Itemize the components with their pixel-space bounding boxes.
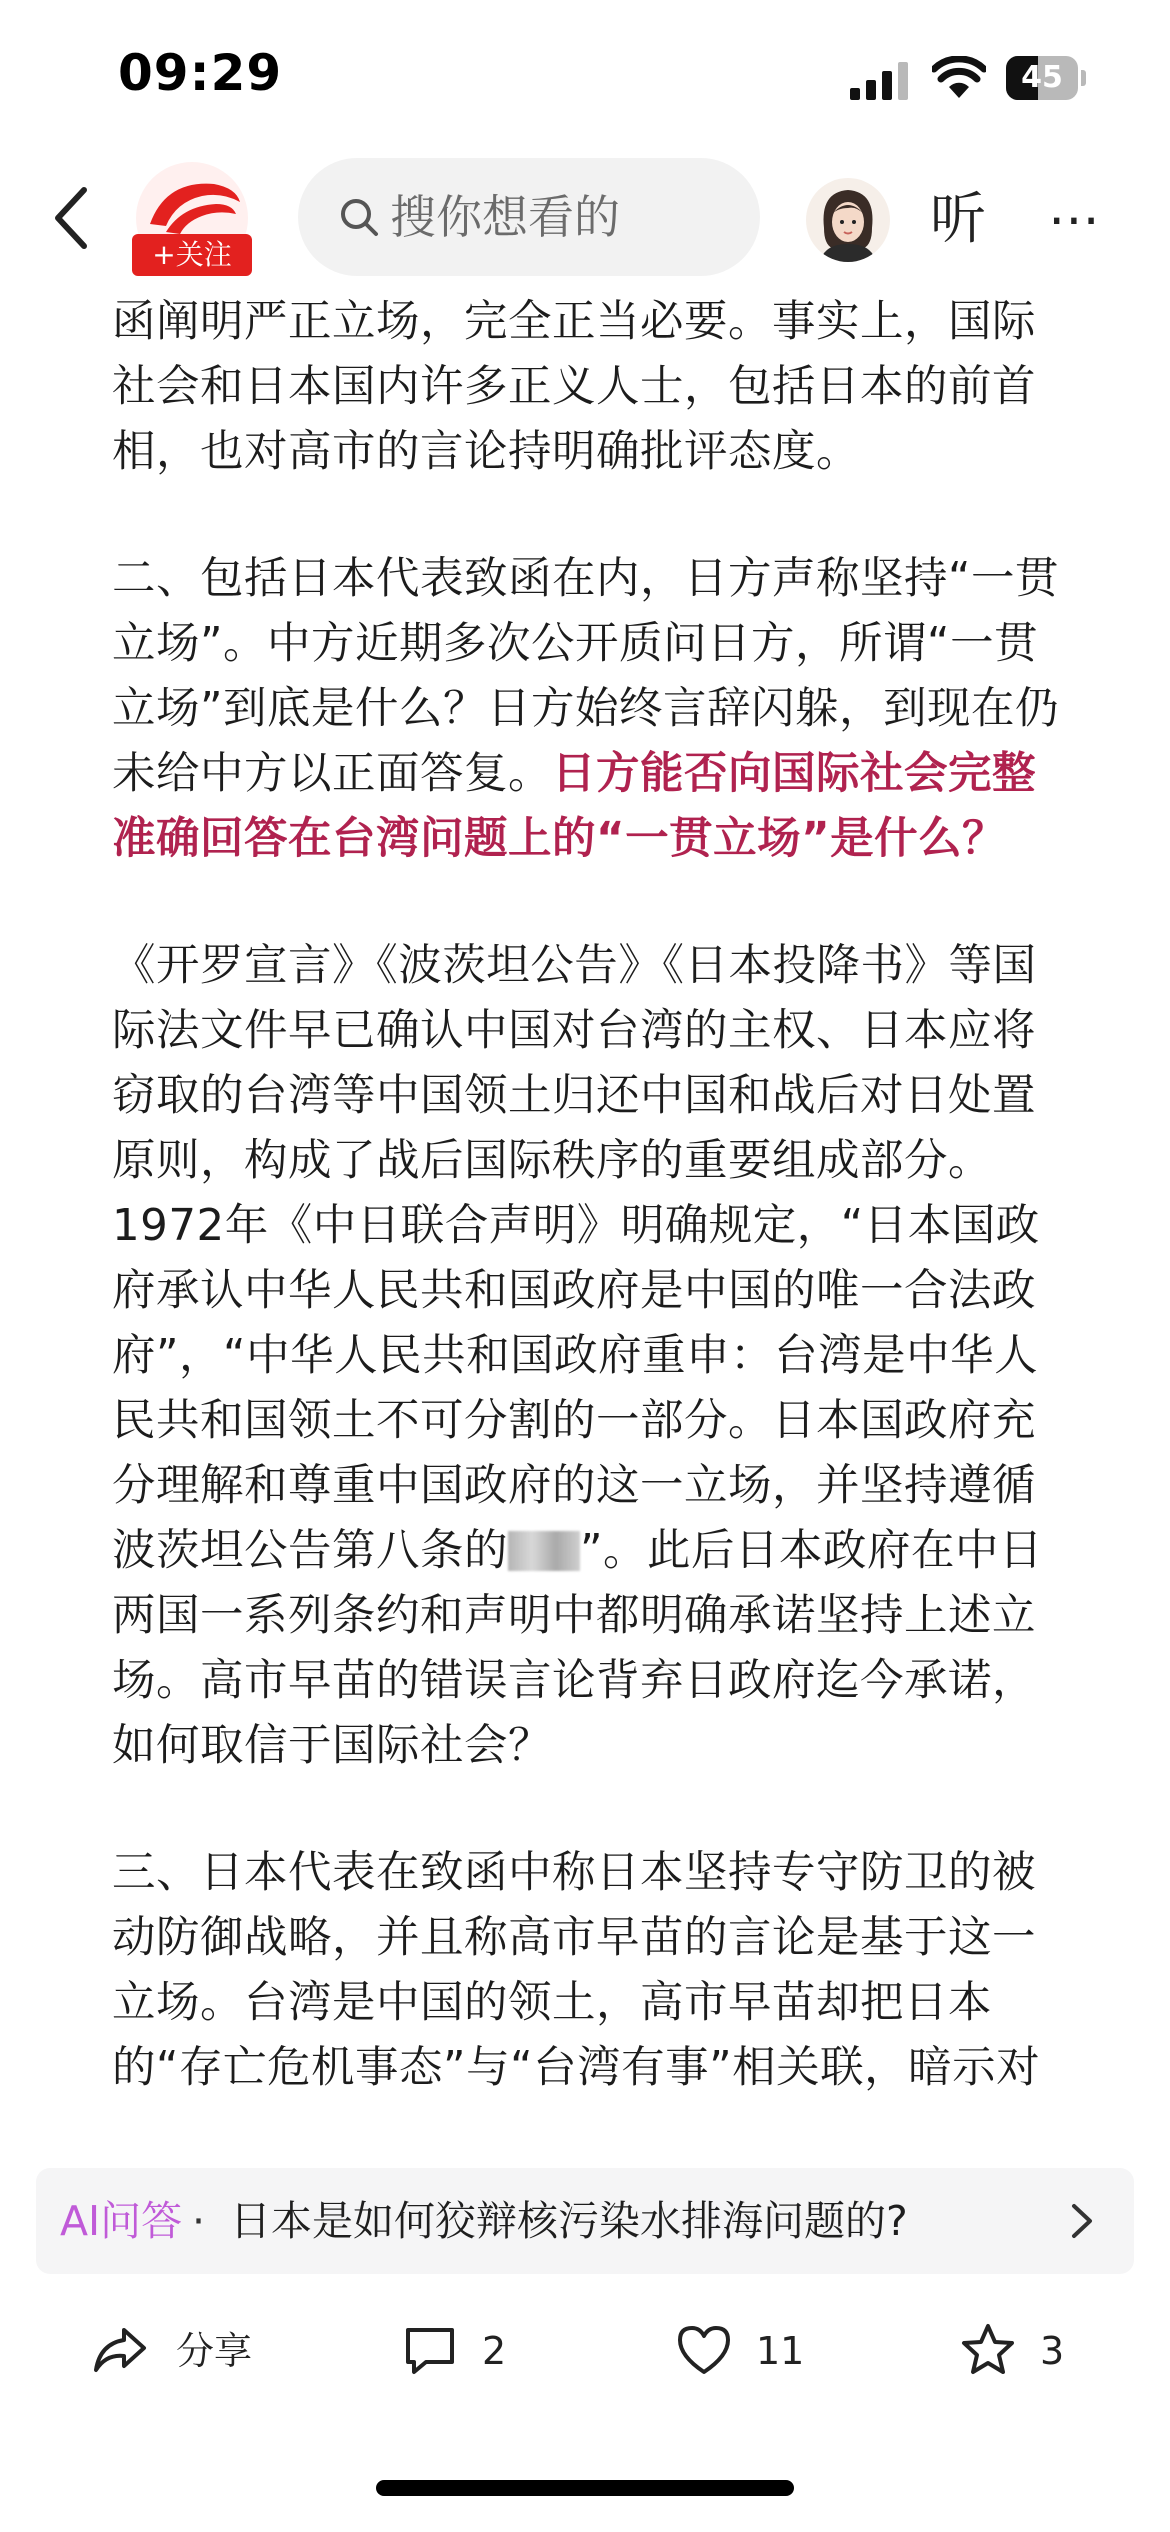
publisher-logo[interactable] — [130, 160, 254, 278]
heart-icon — [676, 2322, 732, 2378]
status-bar — [0, 0, 1170, 150]
article-paragraph-2 — [112, 547, 1068, 872]
cellular-signal-icon — [850, 62, 912, 100]
ai-qa-label: AI问答 — [60, 2197, 183, 2245]
obscured-text-blur — [508, 1531, 580, 1571]
paragraph-2-text: 二、包括日本代表致函在内，日方声称坚持“一贯立场”。中方近期多次公开质问日方，所谓“一贯立场”到底是什么？日方始终言辞闪躲，到现在仍未给中方以正面答复。 — [112, 554, 1060, 799]
follow-button[interactable]: +关注 — [132, 234, 252, 276]
content-cutoff — [0, 2100, 1170, 2150]
favorite-count: 3 — [1040, 2329, 1065, 2373]
wifi-icon — [932, 56, 986, 98]
home-indicator[interactable] — [376, 2480, 794, 2496]
share-icon — [92, 2322, 148, 2378]
favorite-button[interactable] — [960, 2296, 1100, 2406]
comment-icon — [402, 2322, 458, 2378]
paragraph-3-text-a: 《开罗宣言》《波茨坦公告》《日本投降书》等国际法文件早已确认中国对台湾的主权、日本应将窃取的台湾等中国领土归还中国和战后对日处置原则，构成了战后国际秩序的重要组成部分。1972年《中日联合声明》明确规定，“日本国政府承认中华人民共和国政府是中国的唯一合法政府”，“中华人民共和国政府重申：台湾是中华人民共和国领土不可分割的一部分。日本国政府充分理解和尊重中国政府的这一立场，并坚持遵循波茨坦公告第八条的 — [112, 941, 1040, 1576]
more-options-button[interactable]: ⋯ — [1048, 190, 1102, 250]
like-button[interactable] — [676, 2296, 816, 2406]
article-paragraph-3 — [112, 934, 1068, 1779]
article-paragraph-4: 三、日本代表在致函中称日本坚持专守防卫的被动防御战略，并且称高市早苗的言论是基于这一立场。台湾是中国的领土，高市早苗却把日本的“存亡危机事态”与“台湾有事”相关联，暗示对 — [112, 1848, 1041, 2093]
comment-count: 2 — [482, 2329, 507, 2373]
battery-icon — [1006, 56, 1086, 100]
search-placeholder: 搜你想看的 — [390, 190, 620, 244]
share-button[interactable] — [92, 2296, 272, 2406]
comment-button[interactable] — [402, 2296, 542, 2406]
status-time: 09:29 — [118, 44, 283, 102]
paragraph-3-text-b: ”。此后日本政府在中日两国一系列条约和声明中都明确承诺坚持上述立场。高市早苗的错误言论背弃日政府迄今承诺，如何取信于国际社会？ — [112, 1526, 1044, 1771]
article-paragraph-1: 函阐明严正立场，完全正当必要。事实上，国际社会和日本国内许多正义人士，包括日本的前首相，也对高市的言论持明确批评态度。 — [112, 297, 1036, 477]
search-input[interactable] — [298, 158, 760, 276]
like-count: 11 — [756, 2329, 805, 2373]
ai-qa-separator: · — [192, 2197, 206, 2245]
ai-qa-bar[interactable] — [36, 2168, 1134, 2274]
ai-qa-question: 日本是如何狡辩核污染水排海问题的? — [230, 2197, 908, 2245]
article-body — [112, 290, 1068, 2150]
share-label: 分享 — [176, 2329, 253, 2373]
search-icon — [338, 196, 380, 238]
top-nav-bar — [0, 150, 1170, 290]
chevron-right-icon — [1068, 2200, 1096, 2242]
listen-avatar[interactable] — [806, 178, 890, 262]
battery-level: 45 — [1021, 60, 1063, 95]
back-chevron-icon[interactable] — [38, 178, 108, 258]
bottom-action-bar — [0, 2296, 1170, 2406]
star-icon — [960, 2322, 1016, 2378]
listen-button[interactable]: 听 — [930, 187, 986, 252]
highlighted-question: 日方能否向国际社会完整准确回答在台湾问题上的“一贯立场”是什么？ — [112, 749, 1036, 864]
